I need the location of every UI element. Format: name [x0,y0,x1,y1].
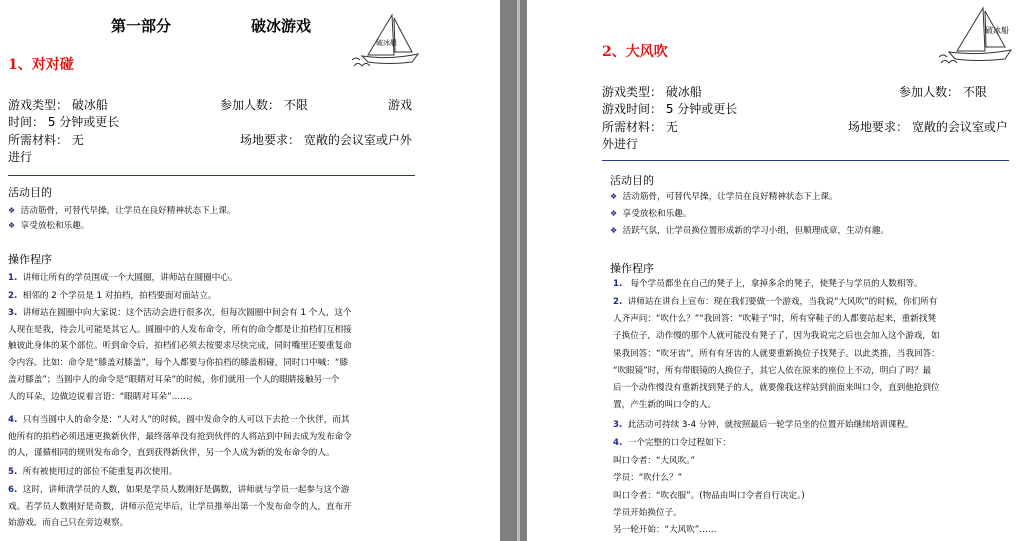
step-3: 3. 讲师站在圆圈中向大家说：这个活动会进行很多次，但每次圆圈中间会有 1 个人，这个 人现在是我，待会儿可能是其它人。圆圈中的人发布命令，所有的命令都是让拍档们互相接 触彼此身体的某个部位。听到命令后，拍档们必须去按要求尽快完成，同时嘴里还要重复命 令内容。比如：命令是“膝盖对膝盖”，每个人都要与你拍档的膝盖相碰，同时口中喊：“膝 盖对膝盖”；当圆中人的命令是“眼睛对耳朵”的时候，你们就用一个人的眼睛接触另一个 人的耳朵，边做边说着言语：“眼睛对耳朵”……。 [8,308,352,402]
step-1: 1. 每个学员都坐在自己的凳子上，拿掉多余的凳子，使凳子与学员的人数相等。 [613,279,923,289]
game-type: 游戏类型： 破冰船 [8,98,108,112]
document-page-left [0,0,500,541]
venue-cont: 进行 [8,150,33,164]
dialog-line: 学员：“吹什么？” [613,473,683,483]
game-time: 游戏时间： 5 分钟或更长 [602,102,738,116]
logo-text: 破冰船 [985,26,1009,35]
diamond-bullet-icon: ❖ [610,209,618,218]
logo-text: 破冰船 [376,39,397,47]
page-gutter [500,0,527,541]
dialog-line: 另一轮开始：“大风吹”…… [613,525,717,535]
meta-line-1 [8,97,108,113]
materials: 所需材料： 无 [8,133,84,147]
step-4: 4. 只有当圆中人的命令是：“人对人”的时候，圆中发命令的人可以下去抢一个伙伴，而其 他所有的拍档必须迅速更换新伙伴，最终落单没有抢到伙伴的人将站到中间去成为发布命令 的人，谨循相同的规则发布命令，直到获得新伙伴，另一个人成为新的发布命令的人。 [8,415,352,459]
purpose-heading: 活动目的 [8,186,52,199]
section-title: 2、大风吹 [602,44,668,60]
dialog-line: 学员开始换位子。 [613,508,682,518]
divider [602,160,1009,161]
materials: 所需材料： 无 [602,120,678,134]
step-3: 3. 此活动可持续 3-4 分钟，就按照最后一轮学员坐的位置开始继续培训课程。 [613,420,914,430]
diamond-bullet-icon: ❖ [8,221,16,230]
diamond-bullet-icon: ❖ [610,192,618,201]
participants: 参加人数： 不限 [220,98,308,112]
purpose-item: ❖ 享受放松和乐趣。 [8,221,90,231]
dialog-line: 叫口令者：“大风吹。” [613,456,695,466]
game-time: 时间： 5 分钟或更长 [8,115,120,129]
icebreaker-boat-logo [939,5,1014,67]
purpose-item: ❖ 活动筋骨，可替代早操，让学员在良好精神状态下上课。 [8,206,236,216]
part-label: 第一部分 [111,17,172,35]
page-edge [517,0,520,541]
purpose-item: ❖ 享受放松和乐趣。 [610,209,692,219]
game-type: 游戏类型： 破冰船 [602,85,702,99]
steps-heading: 操作程序 [8,253,52,266]
step-5: 5. 所有被使用过的部位不能重复再次使用。 [8,467,178,477]
step-4: 4. 一个完整的口令过程如下： [613,438,731,448]
step-6: 6. 这时，讲师清学员的人数，如果是学员人数刚好是偶数，讲师就与学员一起参与这个游 戏。若学员人数刚好是奇数，讲师示范完毕后，让学员推举出第一个发布命令的人，直布开 始游戏，而自己只在旁边观察。 [8,485,352,529]
step-2: 2. 讲师站在讲台上宣布：现在我们要做一个游戏，当我说“大风吹”的时候，你们所有 人齐声问：“吹什么？”“我回答：“吹鞋子”时，所有穿鞋子的人都要站起来，重新找凳 子换位子，动作慢的那个人就可能没有凳子了，因为我说完之后也会加入这个游戏，如 果我回答：“吹牙齿”，所有有牙齿的人就要重新换位子找凳子。以此类推，当我回答： “吹眼镜”时，所有带眼镜的人换位子，其它人依在原来的座位上不动，明白了吗？最 后一个动作慢没有重新找到凳子的人，就要像我这样站到前面来叫口令，直到他抢到位 置，产生新的叫口令的人。 [613,297,940,411]
purpose-heading: 活动目的 [610,174,654,187]
venue: 场地要求： 宽敞的会议室或户 [848,120,1008,134]
purpose-item: ❖ 活跃气氛，让学员换位置形成新的学习小组，但顺理成章，生动有趣。 [610,226,890,236]
purpose-item: ❖ 活动筋骨，可替代早操，让学员在良好精神状态下上课。 [610,192,838,202]
document-page-right [527,0,1020,541]
icebreaker-boat-logo [352,10,422,70]
game-label: 游戏 [388,98,413,112]
part-name: 破冰游戏 [251,17,312,35]
steps-heading: 操作程序 [610,262,654,275]
venue: 场地要求： 宽敞的会议室或户外 [240,133,412,147]
step-1: 1. 讲师让所有的学员围成一个大圆圈，讲师站在圆圈中心。 [8,273,238,283]
dialog-line: 叫口令者：“吹衣服”。(物品由叫口令者自行决定。) [613,491,805,501]
step-2: 2. 相邻的 2 个学员是 1 对拍档，拍档要面对面站立。 [8,291,217,301]
venue-cont: 外进行 [602,137,639,151]
section-title: 1、对对碰 [8,57,74,73]
participants: 参加人数： 不限 [899,85,987,99]
diamond-bullet-icon: ❖ [610,226,618,235]
divider [8,175,415,176]
diamond-bullet-icon: ❖ [8,206,16,215]
